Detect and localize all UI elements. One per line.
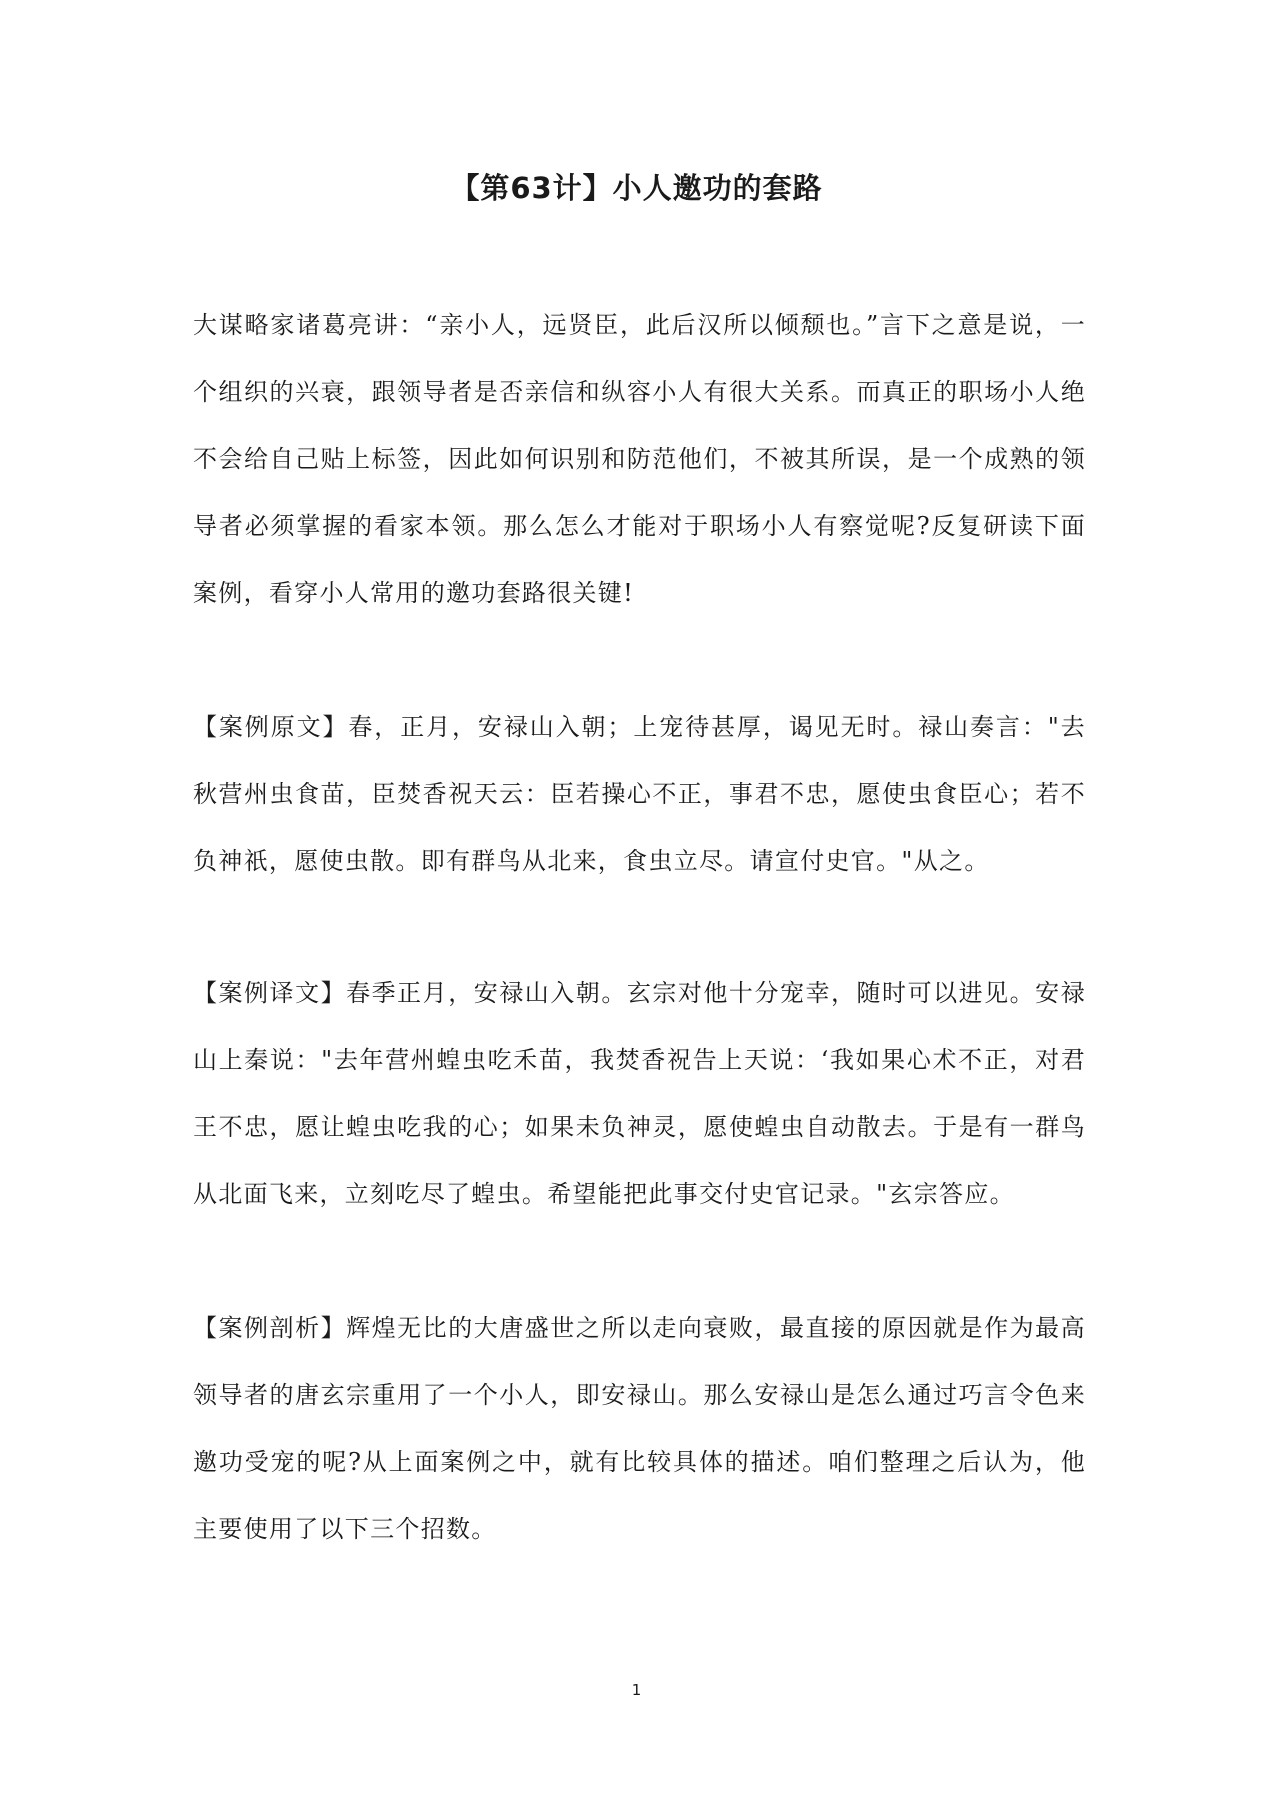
paragraph-text: 辉煌无比的大唐盛世之所以走向衰败，最直接的原因就是作为最高领导者的唐玄宗重用了一个小人，即安禄山。那么安禄山是怎么通过巧言令色来邀功受宠的呢?从上面案例之中，就有比较具体的描述。咱们整理之后认为，他主要使用了以下三个招数。 xyxy=(193,1314,1086,1543)
page-number: 1 xyxy=(631,1681,642,1699)
paragraph-text: 春季正月，安禄山入朝。玄宗对他十分宠幸，随时可以进见。安禄山上秦说："去年营州蝗虫吃禾苗，我焚香祝告上天说：‘我如果心术不正，对君王不忠，愿让蝗虫吃我的心；如果未负神灵，愿使蝗虫自动散去。于是有一群鸟从北面飞来，立刻吃尽了蝗虫。希望能把此事交付史官记录。"玄宗答应。 xyxy=(193,979,1086,1208)
section-label: 【案例剖析】 xyxy=(193,1314,347,1342)
section-label: 【案例原文】 xyxy=(193,713,349,741)
case-analysis-paragraph xyxy=(193,1295,1086,1563)
intro-paragraph xyxy=(193,292,1086,627)
case-original-paragraph xyxy=(193,694,1086,895)
case-translation-paragraph xyxy=(193,960,1086,1228)
paragraph-text: 大谋略家诸葛亮讲：“亲小人，远贤臣，此后汉所以倾颓也。”言下之意是说，一个组织的兴衰，跟领导者是否亲信和纵容小人有很大关系。而真正的职场小人绝不会给自己贴上标签，因此如何识别和防范他们，不被其所误，是一个成熟的领导者必须掌握的看家本领。那么怎么才能对于职场小人有察觉呢?反复研读下面案例，看穿小人常用的邀功套路很关键! xyxy=(193,311,1086,607)
document-title: 【第63计】小人邀功的套路 xyxy=(450,171,823,205)
paragraph-text: 春，正月，安禄山入朝；上宠待甚厚，谒见无时。禄山奏言："去秋营州虫食苗，臣焚香祝天云：臣若操心不正，事君不忠，愿使虫食臣心；若不负神祇，愿使虫散。即有群鸟从北来，食虫立尽。请宣付史官。"从之。 xyxy=(193,713,1086,875)
section-label: 【案例译文】 xyxy=(193,979,347,1007)
